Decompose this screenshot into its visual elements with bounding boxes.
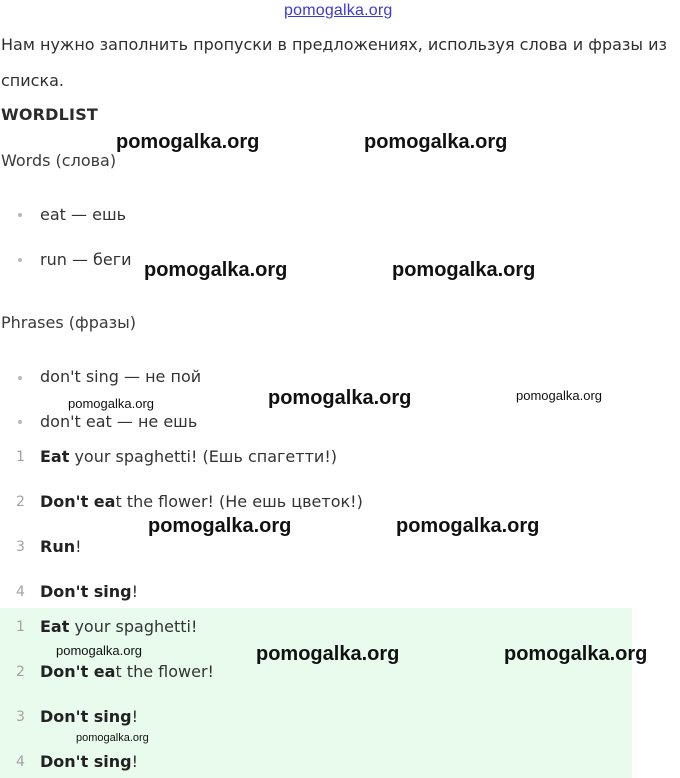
answer-sentence [40,617,197,636]
sentence-rest: t the flower! (Не ешь цветок!) [115,492,363,511]
word-item: run — беги [40,250,132,269]
answer-bold: Eat [40,617,70,636]
answer-rest: your spaghetti! [69,617,198,636]
phrase-item: don't sing — не пой [40,367,202,386]
answer-sentence [40,707,138,726]
sentence-number: 1 [16,449,25,465]
answer-sentence [40,662,214,681]
sentence [40,447,337,466]
watermark: pomogalka.org [256,643,400,665]
answer-bold: Don't sing [40,707,132,726]
intro-line-2: списка. [1,71,65,90]
watermark: pomogalka.org [268,387,412,409]
sentence [40,537,82,556]
watermark: pomogalka.org [68,396,154,411]
watermark: pomogalka.org [516,388,602,403]
sentence-number: 3 [16,539,25,555]
sentence-number: 4 [16,584,25,600]
answer-rest: ! [131,707,139,726]
intro-line-1: Нам нужно заполнить пропуски в предложениях, используя слова и фразы из [1,35,668,54]
site-link[interactable]: pomogalka.org [284,2,393,19]
answer-number: 2 [16,664,25,680]
watermark: pomogalka.org [392,259,536,281]
answer-bold: Don't ea [40,662,116,681]
word-item: eat — ешь [40,205,127,224]
sentence [40,492,363,511]
words-label: Words (слова) [1,151,117,170]
bullet-icon [18,258,22,262]
watermark: pomogalka.org [148,515,292,537]
sentence-rest: ! [75,537,82,556]
bullet-icon [18,376,22,380]
watermark: pomogalka.org [364,131,508,153]
watermark: pomogalka.org [116,131,260,153]
watermark: pomogalka.org [76,732,149,744]
answer-rest: t the flower! [115,662,214,681]
phrases-label: Phrases (фразы) [1,313,137,332]
sentence-answer: Don't sing [40,582,132,601]
sentence [40,582,138,601]
answer-sentence [40,752,138,771]
sentence-number: 2 [16,494,25,510]
answer-number: 4 [16,754,25,770]
sentence-answer: Run [40,537,76,556]
bullet-icon [18,213,22,217]
watermark: pomogalka.org [504,643,648,665]
watermark: pomogalka.org [144,259,288,281]
answer-rest: ! [131,752,139,771]
answer-number: 1 [16,619,25,635]
watermark: pomogalka.org [56,643,142,658]
phrase-item: don't eat — не ешь [40,412,198,431]
sentence-rest: your spaghetti! (Ешь спагетти!) [69,447,337,466]
watermark: pomogalka.org [396,515,540,537]
wordlist-heading: WORDLIST [1,105,99,124]
answer-number: 3 [16,709,25,725]
bullet-icon [18,420,22,424]
sentence-answer: Don't ea [40,492,116,511]
sentence-answer: Eat [40,447,70,466]
answer-bold: Don't sing [40,752,132,771]
sentence-rest: ! [131,582,139,601]
